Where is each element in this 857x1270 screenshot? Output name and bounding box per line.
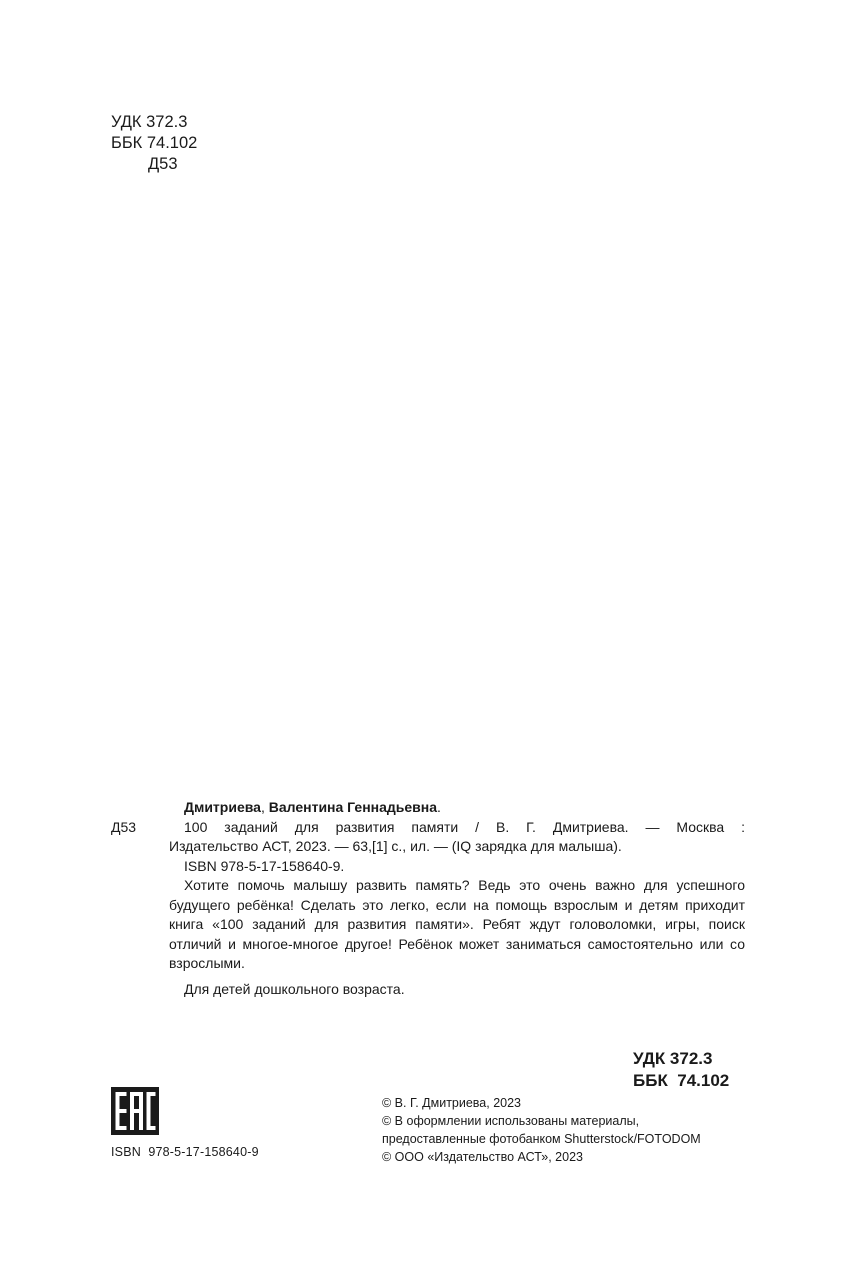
copyright-publisher: © ООО «Издательство АСТ», 2023 bbox=[382, 1150, 583, 1164]
author-mark: Д53 bbox=[148, 155, 178, 173]
copyright-design-2: предоставленные фотобанком Shutterstock/FOTODOM bbox=[382, 1132, 701, 1146]
top-classification-codes bbox=[111, 112, 197, 175]
copyright-design-1: © В оформлении использованы материалы, bbox=[382, 1114, 640, 1128]
bbk-code: ББК 74.102 bbox=[111, 134, 198, 152]
card-title-row bbox=[111, 818, 745, 838]
card-isbn: ISBN 978-5-17-158640-9. bbox=[184, 857, 345, 874]
card-audience: Для детей дошкольного возраста. bbox=[184, 980, 405, 997]
card-author: Дмитриева, Валентина Геннадьевна. bbox=[184, 799, 441, 815]
author-surname: Дмитриева bbox=[184, 799, 261, 815]
bottom-isbn: ISBN 978-5-17-158640-9 bbox=[111, 1145, 259, 1159]
card-title-line-1: 100 заданий для развития памяти / В. Г. Дмитриева. — Москва : bbox=[184, 818, 745, 835]
bottom-classification-codes bbox=[633, 1048, 729, 1092]
copyright-author: © В. Г. Дмитриева, 2023 bbox=[382, 1096, 522, 1110]
udk-code: УДК 372.3 bbox=[111, 113, 188, 131]
eac-conformity-mark-icon bbox=[111, 1087, 159, 1135]
card-author-mark: Д53 bbox=[111, 818, 137, 835]
copyright-block bbox=[382, 1094, 701, 1166]
bottom-bbk: ББК 74.102 bbox=[633, 1071, 730, 1090]
bottom-udk: УДК 372.3 bbox=[633, 1049, 713, 1068]
card-title-line-2: Издательство АСТ, 2023. — 63,[1] с., ил. — (IQ зарядка для малыша). bbox=[169, 838, 622, 854]
catalog-card bbox=[111, 798, 745, 999]
author-given-name: Валентина Геннадьевна bbox=[268, 799, 438, 815]
card-annotation: Хотите помочь малышу развить память? Ведь это очень важно для успешного будущего ребёнка! Сделать это легко, если на помощь взрослым и детям приходит книга «100 заданий для развития памяти». Ребят ждут головоломки, игры, поиск отличий и многое-многое другое! Ребёнок может заниматься самостоятельно или со взрослыми. bbox=[169, 877, 745, 971]
